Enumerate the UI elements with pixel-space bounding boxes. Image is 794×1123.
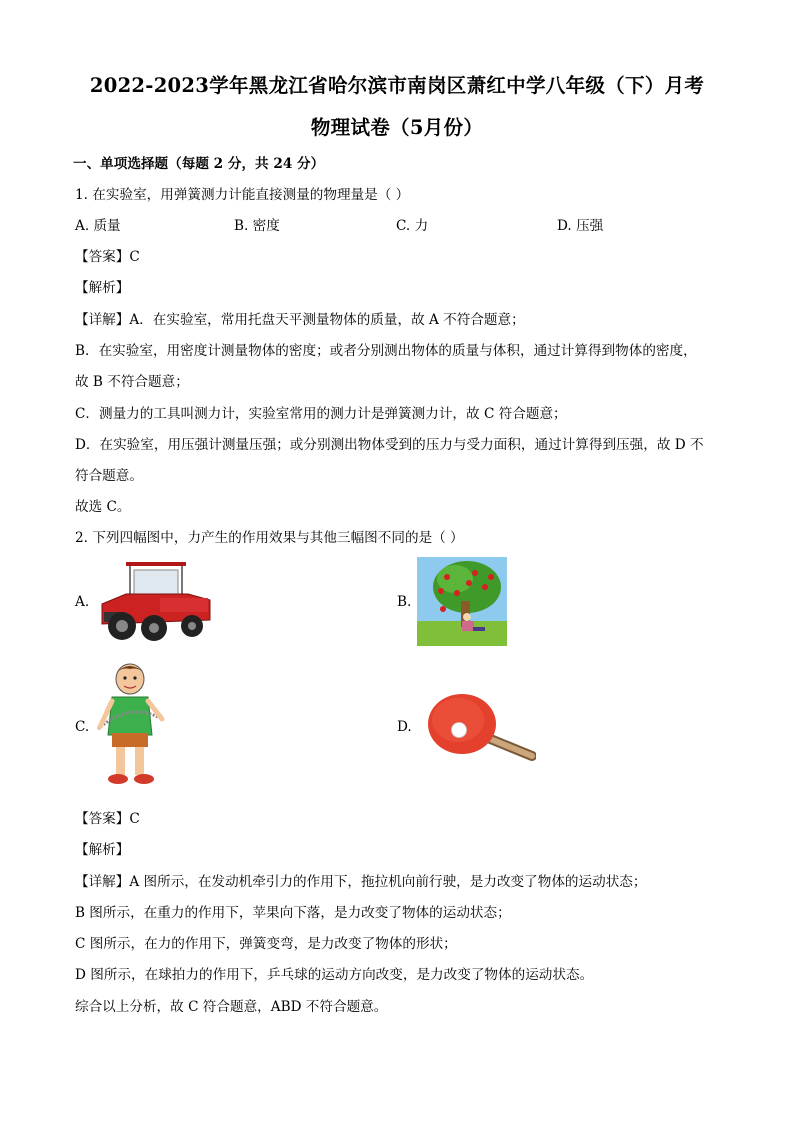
page-title-line2: 物理试卷（5月份） xyxy=(310,116,484,139)
q1-analysis-tag: 【解析】 xyxy=(75,280,130,296)
q2-image-label-b: B. xyxy=(397,594,412,610)
q2-detail-line: C 图所示，在力的作用下，弹簧变弯，是力改变了物体的形状； xyxy=(75,936,457,952)
q2-detail-line: B 图所示，在重力的作用下，苹果向下落，是力改变了物体的运动状态； xyxy=(75,905,511,921)
q2-image-label-c: C. xyxy=(75,719,90,735)
q2-detail-line: 【详解】A 图所示，在发动机牵引力的作用下，拖拉机向前行驶，是力改变了物体的运动状态； xyxy=(75,874,647,890)
q1-option-c: C. 力 xyxy=(396,218,429,234)
q2-stem: 2. 下列四幅图中，力产生的作用效果与其他三幅图不同的是（ ） xyxy=(75,530,464,546)
q2-detail-line: D 图所示，在球拍力的作用下，乒乓球的运动方向改变，是力改变了物体的运动状态。 xyxy=(75,967,594,983)
q1-detail-line: 故选 C。 xyxy=(75,499,131,515)
tractor-image xyxy=(96,558,214,644)
q1-detail-line: B．在实验室，用密度计测量物体的密度；或者分别测出物体的质量与体积，通过计算得到物体的密度， xyxy=(75,343,697,359)
q1-answer: 【答案】C xyxy=(75,249,140,265)
q1-detail-line: 【详解】A．在实验室，常用托盘天平测量物体的质量，故 A 不符合题意； xyxy=(75,312,525,328)
apple-tree-image xyxy=(417,557,507,646)
page-title-line1: 2022-2023学年黑龙江省哈尔滨市南岗区萧红中学八年级（下）月考 xyxy=(89,74,705,97)
q2-detail-line: 综合以上分析，故 C 符合题意，ABD 不符合题意。 xyxy=(75,999,388,1015)
q2-analysis-tag: 【解析】 xyxy=(75,842,130,858)
q1-detail-line: 故 B 不符合题意； xyxy=(75,374,189,390)
section-heading: 一、单项选择题（每题 2 分，共 24 分） xyxy=(73,156,325,172)
q1-stem: 1. 在实验室，用弹簧测力计能直接测量的物理量是（ ） xyxy=(75,187,410,203)
pingpong-paddle-image xyxy=(428,692,536,762)
q1-option-b: B. 密度 xyxy=(234,218,280,234)
q1-detail-line: C．测量力的工具叫测力计，实验室常用的测力计是弹簧测力计，故 C 符合题意； xyxy=(75,406,567,422)
q1-option-d: D. 压强 xyxy=(557,218,604,234)
boy-spring-image xyxy=(90,661,172,791)
q2-image-label-d: D. xyxy=(397,719,412,735)
q2-image-label-a: A. xyxy=(75,594,90,610)
q1-detail-line: D．在实验室，用压强计测量压强；或分别测出物体受到的压力与受力面积，通过计算得到压强，故 D 不 xyxy=(75,437,704,453)
q1-option-a: A. 质量 xyxy=(75,218,121,234)
q1-detail-line: 符合题意。 xyxy=(75,468,143,484)
q2-answer: 【答案】C xyxy=(75,811,140,827)
